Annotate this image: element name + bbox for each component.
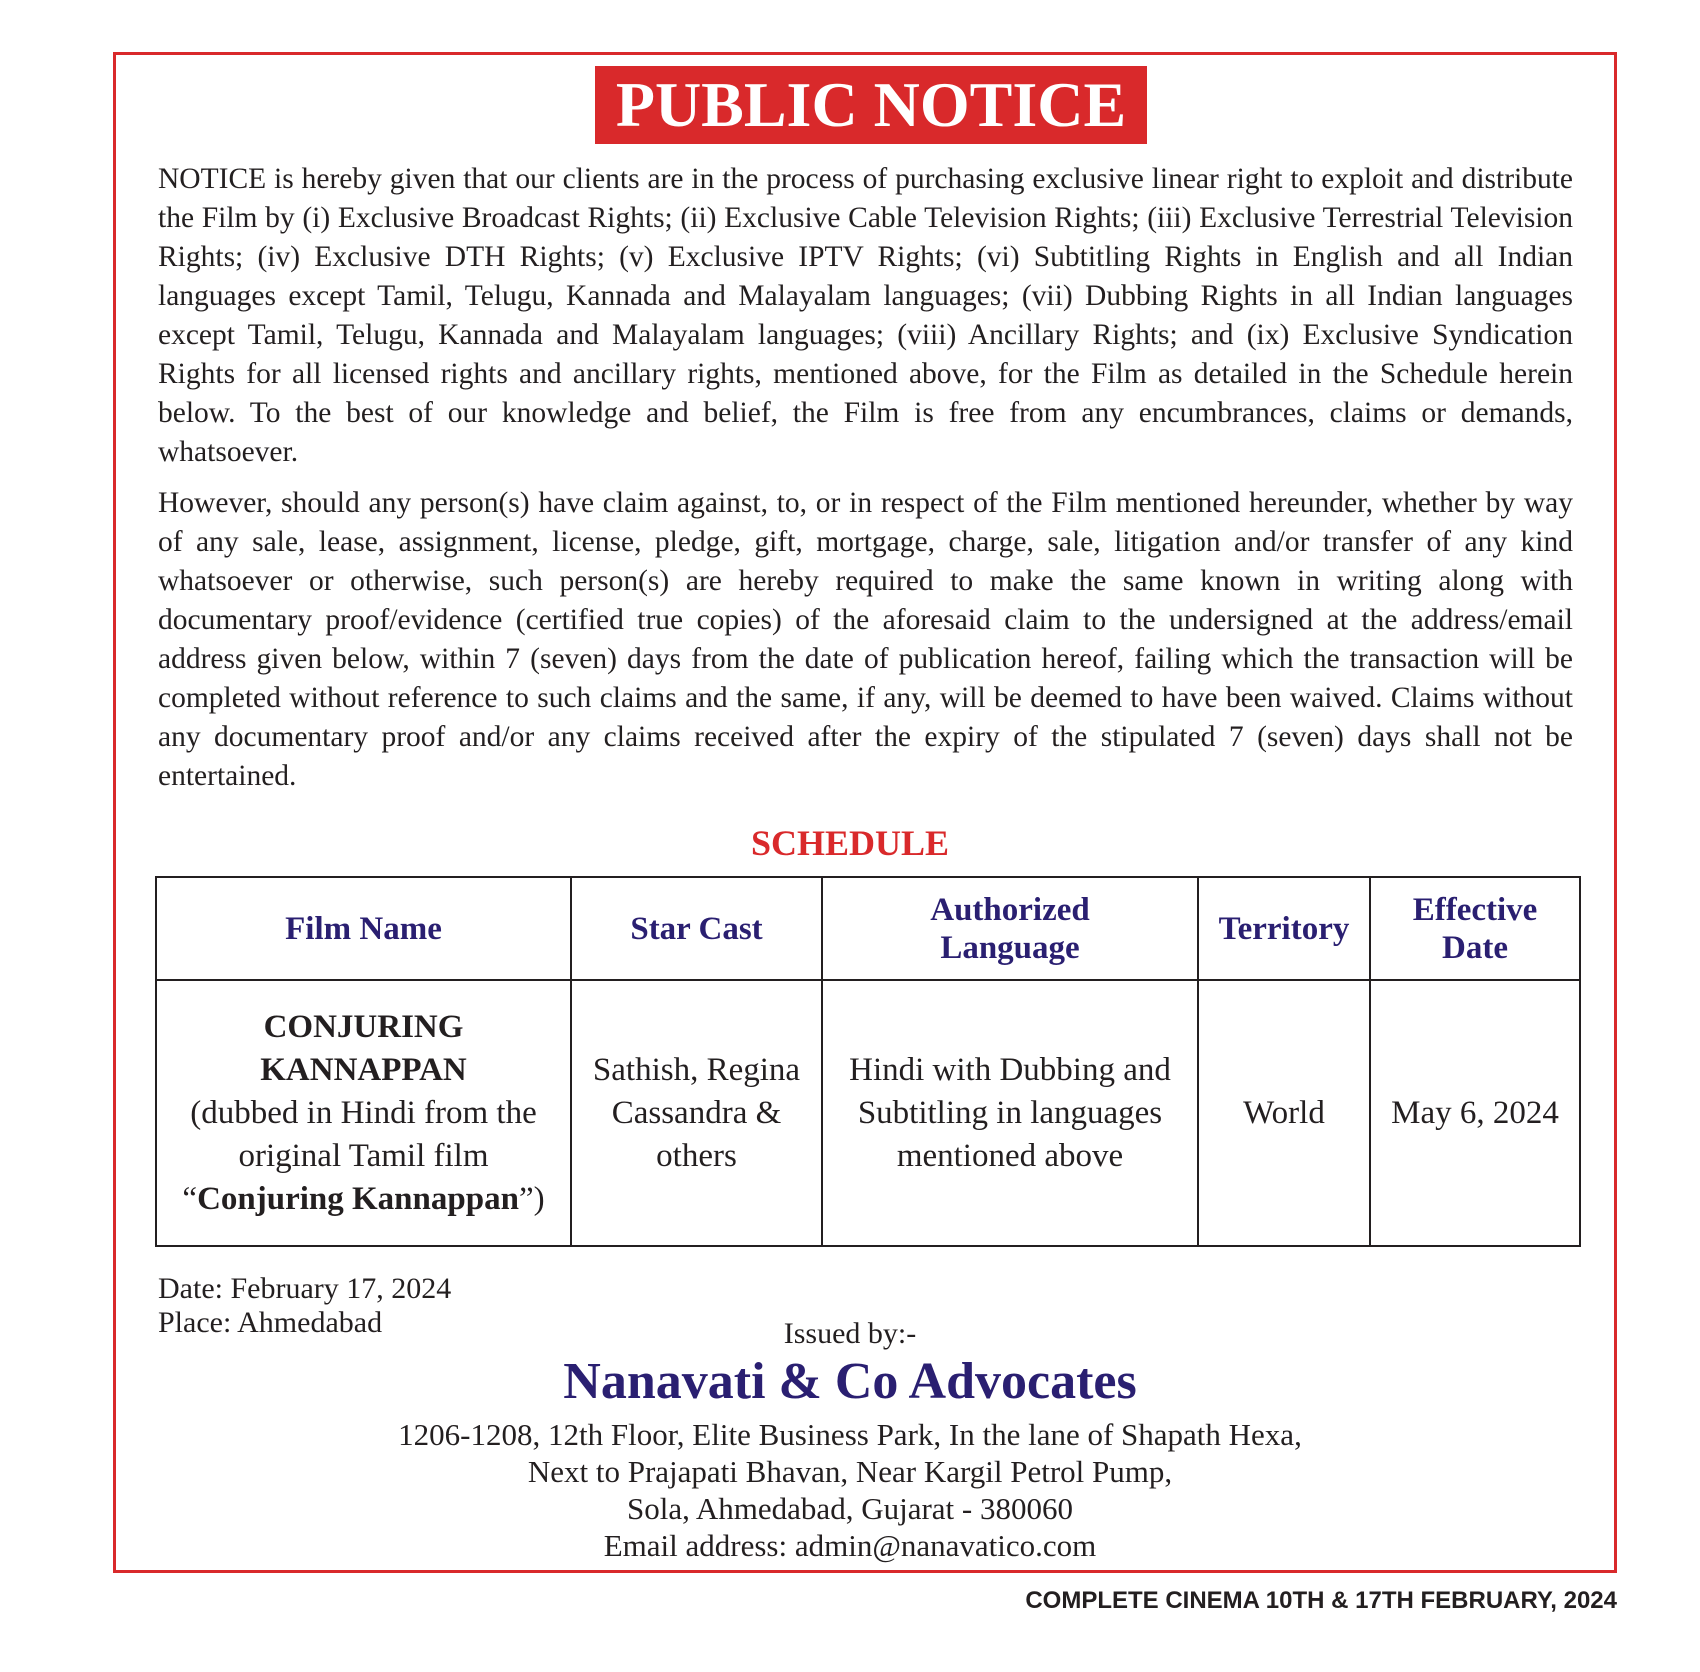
- cell-film-name: [156, 980, 571, 1246]
- notice-paragraph-2: However, should any person(s) have claim against, to, or in respect of the Film mentioned hereunder, whether by way of any sale, lease, assignment, license, pledge, gift, mortgage, charge, sale, litigation and/or transfer of any kind whatsoever or otherwise, such person(s) are hereby required to make the same known in writing along with documentary proof/evidence (certified true copies) of the aforesaid claim to the undersigned at the address/email address given below, within 7 (seven) days from the date of publication hereof, failing which the transaction will be completed without reference to such claims and the same, if any, will be deemed to have been waived. Claims without any documentary proof and/or any claims received after the expiry of the stipulated 7 (seven) days shall not be entertained.: [158, 487, 1573, 792]
- address-line-2: Next to Prajapati Bhavan, Near Kargil Petrol Pump,: [527, 1454, 1173, 1489]
- star-cast-line3: others: [656, 1137, 737, 1174]
- notice-date: Date: February 17, 2024: [158, 1272, 452, 1305]
- table-row: [156, 980, 1580, 1246]
- film-note-line2: original Tamil film: [238, 1137, 489, 1174]
- header-film-name: Film Name: [156, 877, 571, 980]
- notice-title: PUBLIC NOTICE: [595, 66, 1147, 144]
- film-title-line2: KANNAPPAN: [260, 1051, 467, 1088]
- star-cast-line1: Sathish, Regina: [592, 1051, 801, 1088]
- header-star-cast: Star Cast: [571, 877, 822, 980]
- language-line1: Hindi with Dubbing and: [849, 1051, 1171, 1088]
- header-language-line2: Language: [940, 929, 1080, 966]
- header-effective-date: [1370, 877, 1580, 980]
- film-original-title: Conjuring Kannappan: [197, 1180, 519, 1217]
- schedule-table: [155, 876, 1581, 1247]
- issued-by-label: Issued by:-: [783, 1317, 917, 1350]
- publication-line: COMPLETE CINEMA 10TH & 17TH FEBRUARY, 2024: [1025, 1587, 1617, 1614]
- film-title-line1: CONJURING: [263, 1008, 464, 1045]
- schedule-heading: SCHEDULE: [750, 823, 950, 863]
- cell-star-cast: [571, 980, 822, 1246]
- address-line-3: Sola, Ahmedabad, Gujarat - 380060: [627, 1491, 1073, 1526]
- star-cast-line2: Cassandra &: [611, 1094, 782, 1131]
- notice-place: Place: Ahmedabad: [158, 1306, 383, 1339]
- film-original-open-quote: “: [182, 1180, 198, 1217]
- address-line-1: 1206-1208, 12th Floor, Elite Business Park, In the lane of Shapath Hexa,: [398, 1417, 1302, 1452]
- header-date-line2: Date: [1442, 929, 1508, 966]
- table-header-row: [156, 877, 1580, 980]
- header-language-line1: Authorized: [930, 891, 1090, 928]
- cell-authorized-language: [822, 980, 1198, 1246]
- cell-territory: World: [1198, 980, 1370, 1246]
- header-authorized-language: [822, 877, 1198, 980]
- language-line2: Subtitling in languages: [857, 1094, 1163, 1131]
- header-date-line1: Effective: [1412, 891, 1538, 928]
- language-line3: mentioned above: [896, 1137, 1124, 1174]
- film-note-line1: (dubbed in Hindi from the: [190, 1094, 537, 1131]
- header-territory: Territory: [1198, 877, 1370, 980]
- film-original-close-quote: ”): [518, 1180, 545, 1217]
- notice-paragraph-1: NOTICE is hereby given that our clients are in the process of purchasing exclusive linear right to exploit and distribute the Film by (i) Exclusive Broadcast Rights; (ii) Exclusive Cable Television Rights; (iii) Exclusive Terrestrial Television Rights; (iv) Exclusive DTH Rights; (v) Exclusive IPTV Rights; (vi) Subtitling Rights in English and all Indian languages except Tamil, Telugu, Kannada and Malayalam languages; (vii) Dubbing Rights in all Indian languages except Tamil, Telugu, Kannada and Malayalam languages; (viii) Ancillary Rights; and (ix) Exclusive Syndication Rights for all licensed rights and ancillary rights, mentioned above, for the Film as detailed in the Schedule herein below. To the best of our knowledge and belief, the Film is free from any encumbrances, claims or demands, whatsoever.: [158, 163, 1573, 468]
- email-address: Email address: admin@nanavatico.com: [603, 1528, 1097, 1563]
- firm-name: Nanavati & Co Advocates: [563, 1353, 1137, 1410]
- cell-effective-date: May 6, 2024: [1370, 980, 1580, 1246]
